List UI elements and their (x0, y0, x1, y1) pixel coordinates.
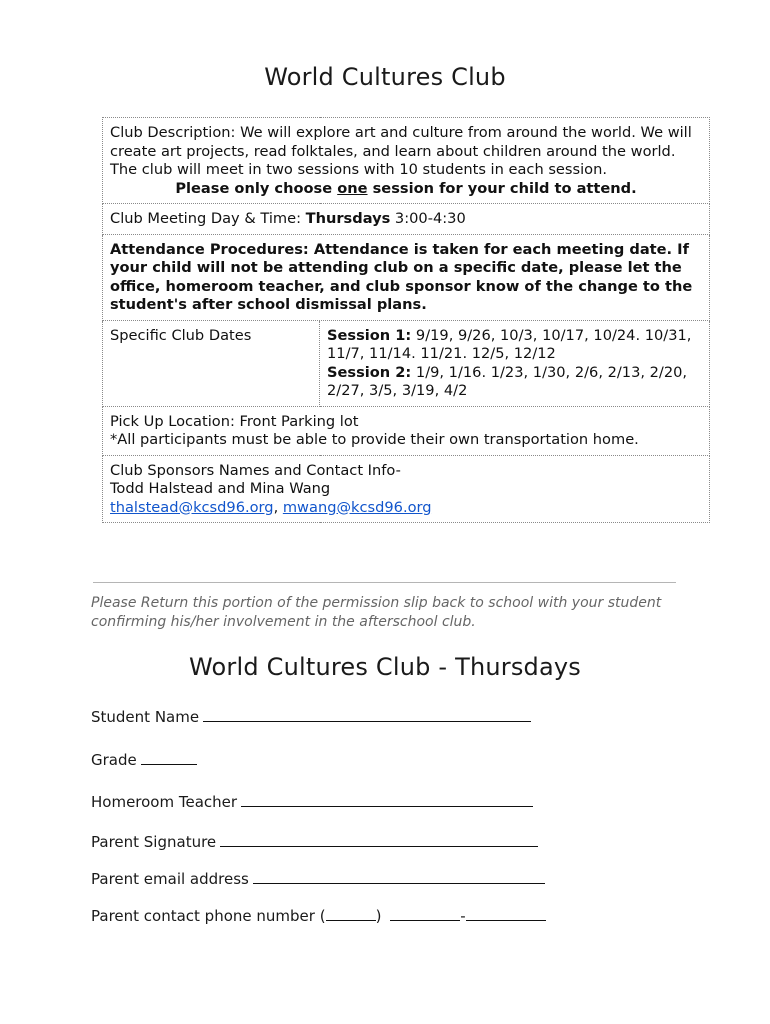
student-name-field (91, 707, 531, 726)
parent-email-field (91, 869, 545, 888)
phone-number-line[interactable] (466, 906, 546, 921)
table-row (103, 118, 710, 204)
homeroom-field (91, 792, 533, 811)
table-row (103, 455, 710, 523)
session-note-post: session for your child to attend. (367, 179, 637, 197)
grade-line[interactable] (141, 750, 197, 765)
table-row (103, 320, 710, 406)
meeting-day: Thursdays (305, 210, 391, 227)
session-1-dates: 9/19, 9/26, 10/3, 10/17, 10/24. 10/31, 11/7, 11/14. 11/21. 12/5, 12/12 (327, 326, 692, 362)
session-2-dates: 1/9, 1/16. 1/23, 1/30, 2/6, 2/13, 2/20, 2/27, 3/5, 3/19, 4/2 (327, 363, 688, 399)
student-name-label: Student Name (91, 708, 200, 726)
homeroom-label: Homeroom Teacher (91, 793, 238, 811)
grade-label: Grade (91, 751, 137, 769)
table-row (103, 204, 710, 235)
cut-divider (93, 582, 676, 583)
phone-label: Parent contact phone number (91, 907, 315, 925)
table-row (103, 234, 710, 320)
session-2-label: Session 2: (327, 363, 412, 381)
email-link-wang[interactable]: mwang@kcsd96.org (282, 498, 432, 516)
form-title: World Cultures Club - Thursdays (189, 653, 581, 681)
attendance-procedures: Attendance Procedures: Attendance is taken for each meeting date. If your child will not be attending club on a specific date, please let the office, homeroom teacher, and club sponsor know of the change to the student's after school dismissal plans. (103, 234, 710, 320)
phone-close-paren: ) (375, 907, 382, 925)
return-note: Please Return this portion of the permission slip back to school with your student confirming his/her involvement in the afterschool club. (91, 595, 662, 630)
signature-field (91, 832, 538, 851)
area-code-line[interactable] (326, 906, 376, 921)
parent-email-label: Parent email address (91, 870, 249, 888)
student-name-line[interactable] (203, 707, 531, 722)
dates-label: Specific Club Dates (103, 320, 320, 406)
meeting-time: 3:00-4:30 (390, 210, 466, 227)
description-cell (103, 118, 710, 204)
email-separator: , (273, 498, 283, 516)
session-note-pre: Please only choose (175, 179, 338, 197)
session-note (110, 180, 702, 199)
sponsors-label: Club Sponsors Names and Contact Info- (110, 461, 401, 479)
pickup-cell (103, 406, 710, 455)
session-1 (327, 327, 702, 364)
email-link-halstead[interactable]: thalstead@kcsd96.org (110, 498, 274, 516)
page-title: World Cultures Club (264, 63, 506, 91)
session-note-emphasis: one (337, 179, 368, 197)
signature-line[interactable] (220, 832, 538, 847)
table-row (103, 406, 710, 455)
grade-field (91, 750, 197, 769)
session-1-label: Session 1: (327, 326, 412, 344)
signature-label: Parent Signature (91, 833, 217, 851)
sponsors-cell (103, 455, 710, 523)
phone-open-paren: ( (319, 907, 326, 925)
homeroom-line[interactable] (241, 792, 533, 807)
club-description: Club Description: We will explore art and culture from around the world. We will create art projects, read folktales, and learn about children around the world. The club will meet in two sessions with 10 students in each session. (110, 124, 692, 178)
phone-field (91, 906, 546, 925)
phone-dash: - (460, 907, 466, 925)
meeting-cell (103, 204, 710, 235)
sponsor-emails (110, 499, 702, 518)
transport-note: *All participants must be able to provide their own transportation home. (110, 431, 639, 448)
club-info-table (102, 117, 710, 523)
meeting-label: Club Meeting Day & Time: (110, 210, 306, 227)
session-2 (327, 364, 702, 401)
sponsors-names: Todd Halstead and Mina Wang (110, 480, 331, 497)
phone-prefix-line[interactable] (390, 906, 460, 921)
pickup-location: Pick Up Location: Front Parking lot (110, 412, 359, 430)
session-dates-cell (320, 320, 710, 406)
parent-email-line[interactable] (253, 869, 545, 884)
